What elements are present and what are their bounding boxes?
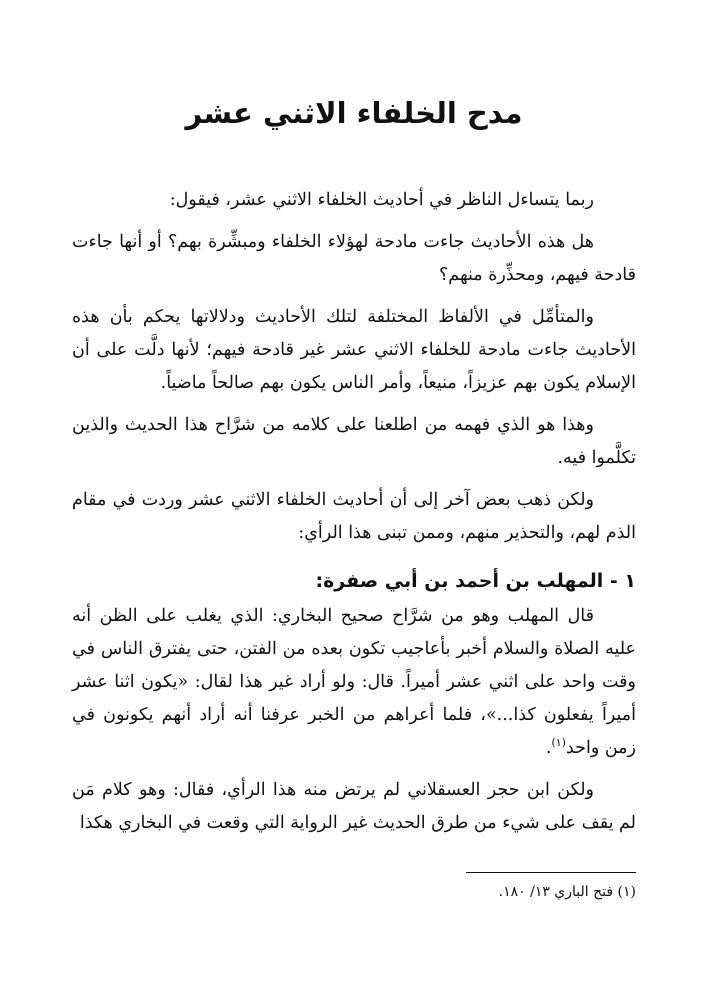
paragraph-opposing-view: ولكن ذهب بعض آخر إلى أن أحاديث الخلفاء الاثني عشر وردت في مقام الذم لهم، والتحذير منهم، وممن تبنى هذا الرأي: <box>72 490 636 543</box>
footnote-divider <box>466 872 636 873</box>
paragraph-ibn-hajar: ولكن ابن حجر العسقلاني لم يرتض منه هذا الرأي، فقال: وهو كلام مَن لم يقف على شيء من طرق الحديث غير الرواية التي وقعت في البخاري هكذا <box>72 780 636 833</box>
paragraph-muhallab-quote <box>72 600 636 765</box>
chapter-title: مدح الخلفاء الاثني عشر <box>185 96 523 130</box>
footnote-marker[interactable]: (١) <box>551 736 566 750</box>
paragraph-muhallab-text: قال المهلب وهو من شرَّاح صحيح البخاري: الذي يغلب على الظن أنه عليه الصلاة والسلام أخبر بأعاجيب تكون بعده من الفتن، حتى يفترق الناس في وقت واحد على اثني عشر أميراً. قال: ولو أراد غير هذا لقال: «يكون اثنا عشر أميراً يفعلون كذا...»، فلما أعراهم من الخبر عرفنا أنه أراد أنهم يكونون في زمن واحد <box>72 606 636 758</box>
paragraph-muhallab-end: . <box>545 738 552 758</box>
book-page <box>72 0 636 1005</box>
paragraph-question: هل هذه الأحاديث جاءت مادحة لهؤلاء الخلفاء ومبشِّرة بهم؟ أو أنها جاءت قادحة فيهم، ومحذِّرة منهم؟ <box>72 232 636 285</box>
paragraph-understanding: وهذا هو الذي فهمه من اطلعنا على كلامه من شرَّاح هذا الحديث والذين تكلَّموا فيه. <box>72 415 636 468</box>
body-text <box>72 184 636 849</box>
section-heading-muhallab: ١ - المهلب بن أحمد بن أبي صفرة: <box>315 570 636 592</box>
paragraph-intro: ربما يتساءل الناظر في أحاديث الخلفاء الاثني عشر، فيقول: <box>169 190 594 210</box>
footnote-text: (١) فتح الباري ١٣/ ١٨٠. <box>498 884 636 900</box>
paragraph-reflection: والمتأمِّل في الألفاظ المختلفة لتلك الأحاديث ودلالاتها يحكم بأن هذه الأحاديث جاءت مادحة للخلفاء الاثني عشر غير قادحة فيهم؛ لأنها دلَّت على أن الإسلام يكون بهم عزيزاً، منيعاً، وأمر الناس يكون بهم صالحاً ماضياً. <box>72 307 636 393</box>
